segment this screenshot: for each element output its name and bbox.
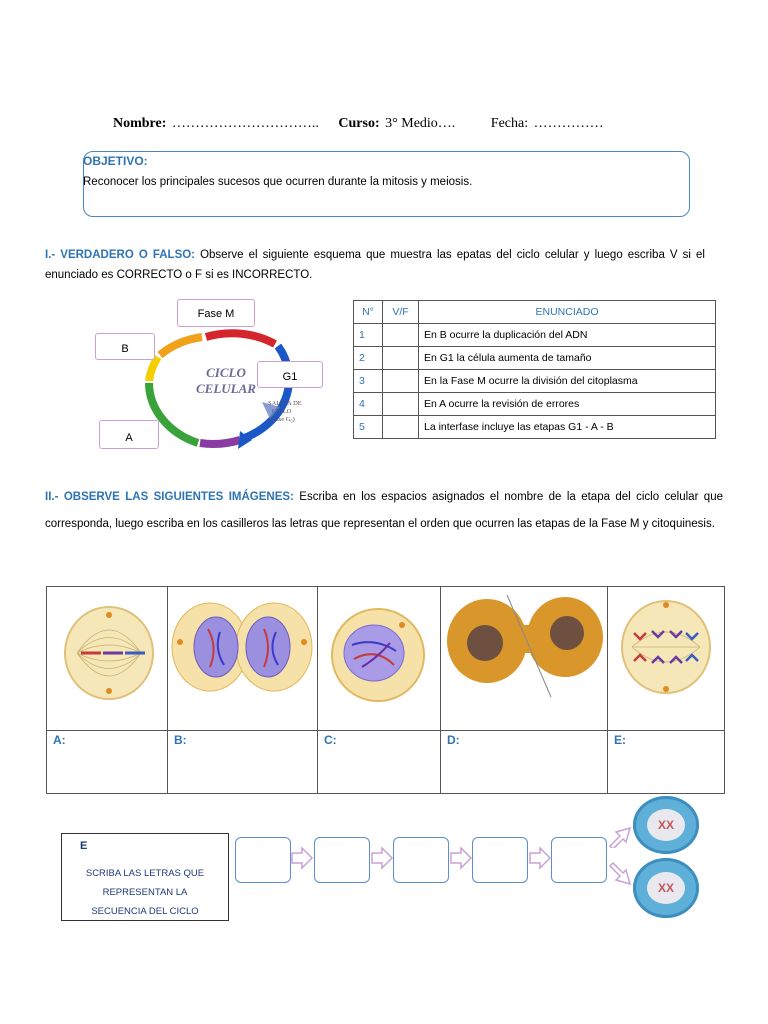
daughter-cell-top [633, 796, 699, 854]
row-statement: En la Fase M ocurre la división del citoplasma [419, 370, 716, 393]
sequence-letter: E [80, 840, 88, 852]
daughter-cell-bottom [633, 858, 699, 918]
curso-value: 3° Medio…. [381, 116, 456, 131]
anaphase-cell-image [608, 587, 724, 725]
salida-line1: SALIDA DE [268, 400, 302, 407]
vf-answer-cell[interactable] [383, 347, 419, 370]
daughter-cell-nucleus: XX [647, 872, 685, 904]
table-header-row [354, 301, 716, 324]
cycle-center-line2: CELULAR [196, 381, 256, 396]
instruction-line2: REPRESENTAN LA [102, 887, 188, 898]
curso-label: Curso: [338, 116, 380, 131]
arrow-right-icon [370, 846, 398, 870]
metaphase-cell-image [47, 587, 167, 725]
answer-cell-d[interactable] [441, 731, 608, 794]
sequence-box-3[interactable] [393, 837, 449, 883]
cycle-arc-orange [160, 337, 202, 355]
row-statement: En A ocurre la revisión de errores [419, 393, 716, 416]
row-number: 4 [354, 393, 383, 416]
table-row [354, 416, 716, 439]
table-row [354, 324, 716, 347]
vf-answer-cell[interactable] [383, 324, 419, 347]
vf-answer-cell[interactable] [383, 370, 419, 393]
image-cell-b [168, 587, 318, 731]
cycle-center-line1: CICLO [206, 365, 246, 380]
cycle-arc-purple [200, 440, 240, 444]
arrow-down-right-icon [608, 862, 634, 886]
arrow-right-icon [290, 846, 318, 870]
section2-instructions [45, 484, 723, 538]
cycle-arc-yellow [149, 357, 158, 381]
cycle-label-a: A [99, 420, 159, 449]
header-enunciado: ENUNCIADO [419, 301, 716, 324]
header-vf: V/F [383, 301, 419, 324]
objective-title: OBJETIVO: [83, 154, 148, 168]
vf-answer-cell[interactable] [383, 393, 419, 416]
vf-answer-cell[interactable] [383, 416, 419, 439]
nombre-label: Nombre: [113, 116, 167, 131]
section1-heading: I.- VERDADERO O FALSO: [45, 249, 196, 261]
answer-cell-a[interactable] [47, 731, 168, 794]
image-cell-e [608, 587, 725, 731]
section2-heading: II.- OBSERVE LAS SIGUIENTES IMÁGENES: [45, 491, 294, 503]
fecha-label: Fecha: [490, 116, 529, 131]
cycle-label-g1: G1 [257, 361, 323, 388]
prophase-cell-image [318, 587, 440, 725]
row-number: 1 [354, 324, 383, 347]
image-cell-a [47, 587, 168, 731]
sequence-instruction [62, 864, 228, 921]
image-cell-c [318, 587, 441, 731]
fecha-field[interactable]: …………… [530, 116, 604, 131]
arrow-up-right-icon [608, 826, 634, 848]
instruction-line1: SCRIBA LAS LETRAS QUE [85, 868, 205, 879]
sequence-box-2[interactable] [314, 837, 370, 883]
table-row [354, 370, 716, 393]
arrow-right-icon [449, 846, 477, 870]
section1-text: Observe el siguiente esquema que muestra las epatas del ciclo celular y luego escriba V si el enunciado es CORRECTO o F si es INCORRECTO. [45, 249, 705, 281]
cycle-label-b: B [95, 333, 155, 360]
arrow-right-icon [528, 846, 556, 870]
row-statement: En B ocurre la duplicación del ADN [419, 324, 716, 347]
true-false-table [353, 300, 716, 439]
table-row [354, 347, 716, 370]
table-row [354, 393, 716, 416]
sequence-box-5[interactable] [551, 837, 607, 883]
sequence-box-1[interactable] [235, 837, 291, 883]
label-b: B: [174, 733, 187, 747]
salida-line2: CICLO [272, 408, 292, 415]
sequence-instruction-box [61, 833, 229, 921]
student-header [113, 116, 606, 132]
daughter-cell-nucleus: XX [647, 809, 685, 841]
section2-text: Escriba en los espacios asignados el nombre de la etapa del ciclo celular que corresponda, luego escriba en los casilleros las letras que representan el orden que ocurren las etapas de la Fase M y citoquinesis. [45, 491, 723, 530]
label-e: E: [614, 733, 626, 747]
answer-cell-e[interactable] [608, 731, 725, 794]
label-c: C: [324, 733, 337, 747]
cell-stage-images-table [46, 586, 725, 794]
row-number: 2 [354, 347, 383, 370]
image-cell-d [441, 587, 608, 731]
label-a: A: [53, 733, 66, 747]
salida-line3: (Fase G₀) [270, 416, 295, 423]
header-number: N° [354, 301, 383, 324]
section1-instructions [45, 245, 705, 285]
row-statement: En G1 la célula aumenta de tamaño [419, 347, 716, 370]
objective-text: Reconocer los principales sucesos que ocurren durante la mitosis y meiosis. [83, 176, 473, 188]
cycle-arc-red [206, 333, 275, 344]
row-statement: La interfase incluye las etapas G1 - A - B [419, 416, 716, 439]
label-d: D: [447, 733, 460, 747]
answer-cell-b[interactable] [168, 731, 318, 794]
instruction-line3: SECUENCIA DEL CICLO [91, 906, 199, 917]
cycle-label-fase-m: Fase M [177, 299, 255, 327]
sequence-box-4[interactable] [472, 837, 528, 883]
cytokinesis-cell-image [441, 587, 607, 725]
row-number: 5 [354, 416, 383, 439]
nombre-field[interactable]: ………………………….. [168, 116, 319, 131]
answer-cell-c[interactable] [318, 731, 441, 794]
row-number: 3 [354, 370, 383, 393]
telophase-cell-image [168, 587, 317, 725]
